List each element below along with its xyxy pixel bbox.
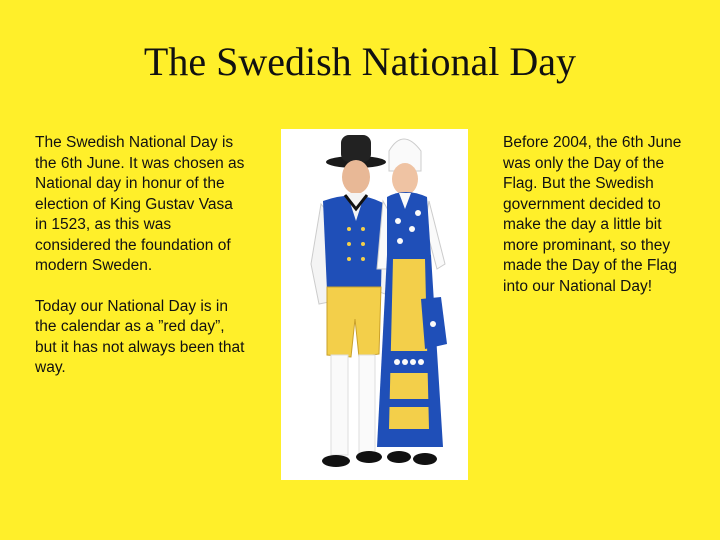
red-day-paragraph: Today our National Day is in the calendar as a ”red day”, but it has not always been that way. [35,297,245,376]
slide-title: The Swedish National Day [143,39,577,84]
left-text-column [35,133,247,399]
folk-costume-illustration [281,129,468,480]
swedish-costume-photo [281,129,468,480]
woman-shoes [387,451,411,463]
woman-bodice [387,192,431,257]
man-hat-crown [341,135,371,162]
man-stockings [331,355,348,455]
man-face [342,160,370,194]
right-text-column [503,133,683,317]
man-trousers [327,287,381,357]
woman-face [392,163,418,195]
flag-day-paragraph: Before 2004, the 6th June was only the Day of the Flag. But the Swedish government decided to make the day a little bit more prominant, so they made the Day of the Flag into our National Day! [503,134,682,295]
man-shoes [322,455,350,467]
national-day-paragraph: The Swedish National Day is the 6th June. It was chosen as National day in honur of the election of King Gustav Vasa in 1523, as this was considered the foundation of modern Sweden. [35,134,245,274]
